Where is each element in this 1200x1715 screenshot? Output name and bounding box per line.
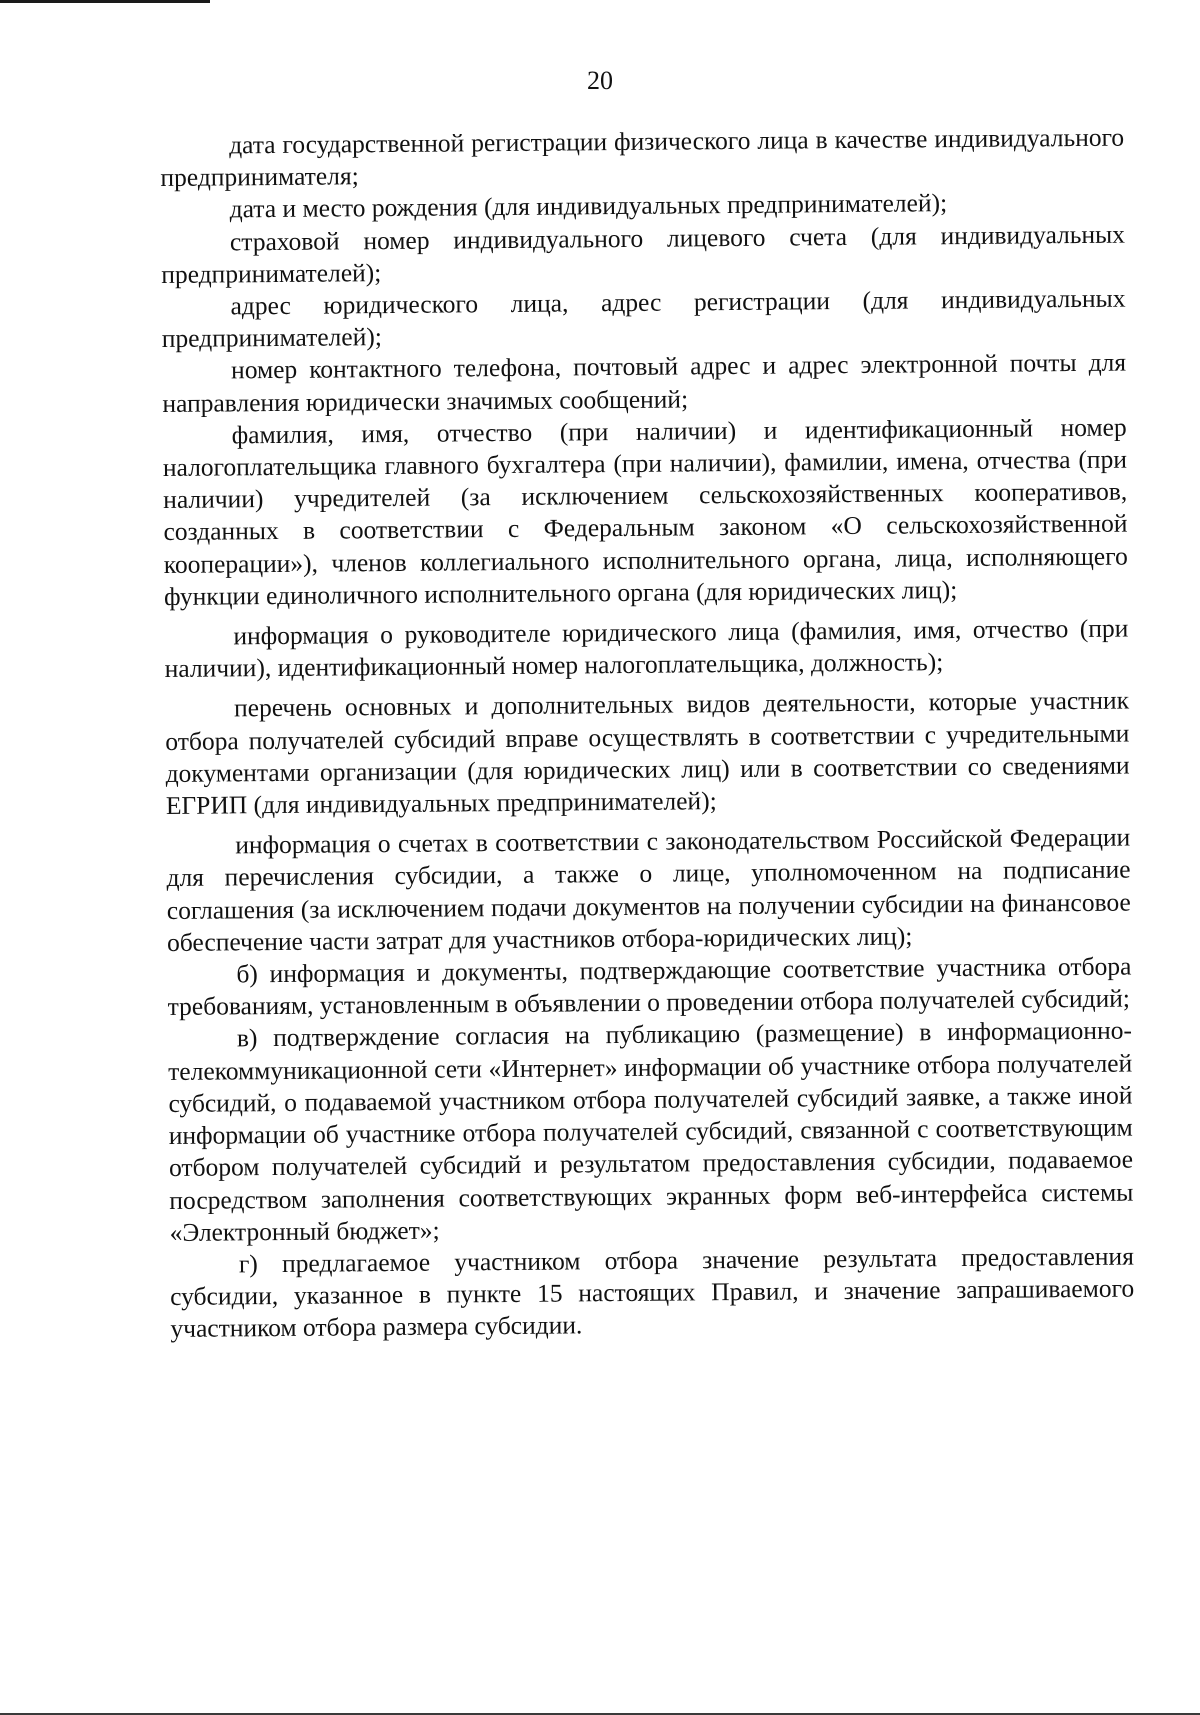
paragraph-insurance-number: страховой номер индивидуального лицевого счета (для индивидуальных предпринимателей); [161,219,1126,289]
document-body [160,122,1135,1346]
paragraph-registration-date: дата государственной регистрации физического лица в качестве индивидуального предпринимателя; [160,122,1125,193]
paragraph-accounts: информация о счетах в соответствии с законодательством Российской Федерации для перечисления субсидии, а также о лице, уполномоченном на подписание соглашения (за исключением подачи документов на получении субсидии на финансовое обеспечение части затрат для участников отбора-юридических лиц); [166,822,1131,957]
paragraph-contacts: номер контактного телефона, почтовый адрес и адрес электронной почты для направления юридически значимых сообщений; [162,348,1127,418]
paragraph-address: адрес юридического лица, адрес регистрации (для индивидуальных предпринимателей); [161,283,1126,354]
paragraph-item-v: в) подтверждение согласия на публикацию (размещение) в информационно-телекоммуникационной сети «Интернет» информации об участнике отбора получателей субсидий, о подаваемой участником отбора получателей субсидий заявке, а также иной информации об участнике отбора получателей субсидий, связанной с соответствующим отбором получателей субсидий и результатом предоставления субсидии, подаваемое посредством заполнения соответствующих экранных форм веб-интерфейса системы «Электронный бюджет»; [168,1016,1134,1247]
paragraph-item-b: б) информация и документы, подтверждающие соответствие участника отбора требованиям, установленным в объявлении о проведении отбора получателей субсидий; [167,951,1132,1022]
paragraph-director-info: информация о руководителе юридического лица (фамилия, имя, отчество (при наличии), идентификационный номер налогоплательщика, должность); [164,613,1129,684]
paragraph-persons: фамилия, имя, отчество (при наличии) и идентификационный номер налогоплательщика главного бухгалтера (при наличии), фамилии, имена, отчества (при наличии) учредителей (за исключением сельскохозяйственных кооперативов, созданных в соответствии с Федеральным законом «О сельскохозяйственной кооперации»), членов коллегиального исполнительного органа, лица, исполняющего функции единоличного исполнительного органа (для юридических лиц); [162,412,1128,611]
paragraph-birth-date-place: дата и место рождения (для индивидуальных предпринимателей); [229,188,948,224]
scan-edge-mark [0,0,210,3]
paragraph-item-g: г) предлагаемое участником отбора значение результата предоставления субсидии, указанное в пункте 15 настоящих Правил, и значение запрашиваемого участником отбора размера субсидии. [170,1241,1135,1344]
paragraph-activities: перечень основных и дополнительных видов деятельности, которые участник отбора получателей субсидий вправе осуществлять в соответствии с учредительными документами организации (для юридических лиц) или в соответствии со сведениями ЕГРИП (для индивидуальных предпринимателей); [165,686,1130,821]
page-number: 20 [587,66,613,95]
